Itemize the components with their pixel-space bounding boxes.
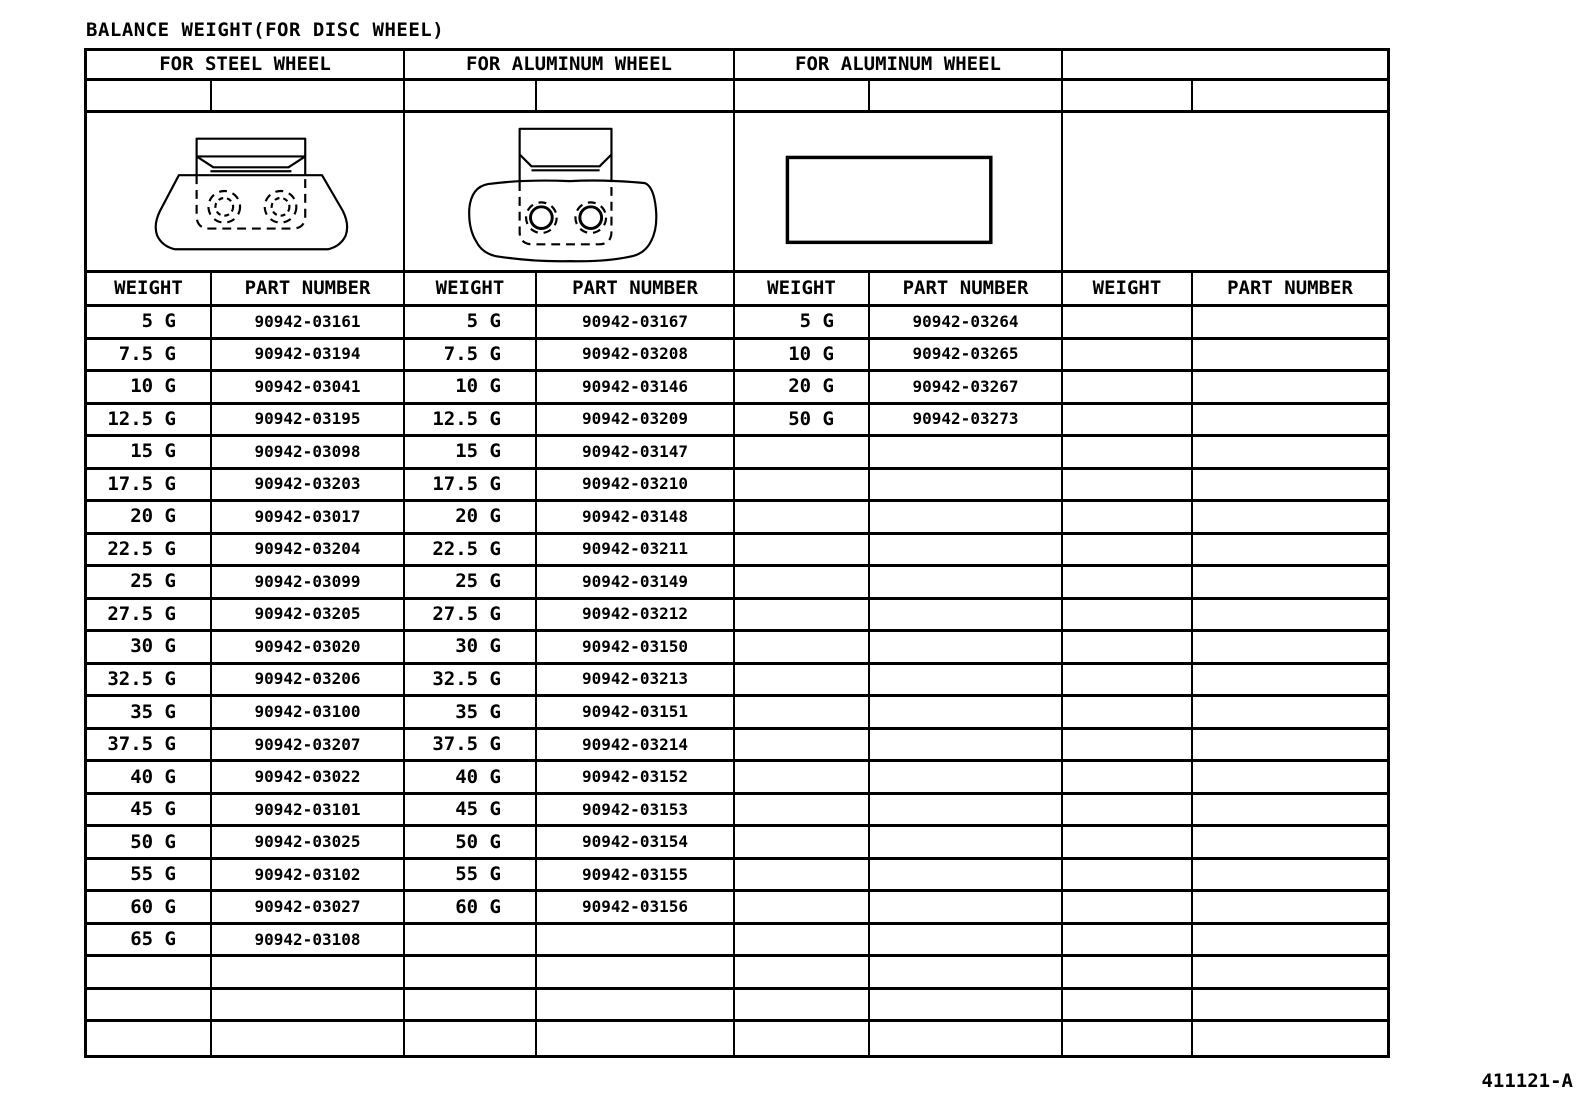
part-number-cell: 90942-03210 — [537, 470, 735, 503]
weight-cell: 17.5 G — [87, 470, 212, 503]
weight-cell — [735, 860, 870, 893]
part-number-cell — [1193, 372, 1387, 405]
part-number-cell: 90942-03211 — [537, 535, 735, 568]
part-number-cell — [1193, 762, 1387, 795]
weight-cell — [735, 535, 870, 568]
section-title — [1063, 51, 1387, 81]
spacer-cell — [1193, 81, 1387, 113]
weight-column-header: WEIGHT — [1063, 273, 1193, 307]
part-number-cell — [1193, 437, 1387, 470]
part-number-cell — [1193, 827, 1387, 860]
page-title: BALANCE WEIGHT(FOR DISC WHEEL) — [86, 19, 445, 41]
weight-cell — [735, 665, 870, 698]
weight-cell: 20 G — [87, 502, 212, 535]
weight-cell — [87, 990, 212, 1023]
part-number-cell — [1193, 697, 1387, 730]
part-number-cell — [1193, 567, 1387, 600]
weight-cell: 20 G — [405, 502, 537, 535]
weight-cell: 5 G — [87, 307, 212, 340]
part-number-cell — [870, 437, 1063, 470]
part-number-cell — [870, 535, 1063, 568]
weight-cell: 15 G — [87, 437, 212, 470]
weight-cell: 15 G — [405, 437, 537, 470]
part-number-cell — [537, 957, 735, 990]
part-number-cell: 90942-03194 — [212, 340, 405, 373]
part-number-cell — [1193, 730, 1387, 763]
weight-cell — [1063, 892, 1193, 925]
weight-cell — [87, 957, 212, 990]
weight-cell — [735, 1022, 870, 1055]
part-number-cell: 90942-03154 — [537, 827, 735, 860]
weight-cell: 40 G — [405, 762, 537, 795]
weight-cell — [1063, 860, 1193, 893]
part-number-cell: 90942-03102 — [212, 860, 405, 893]
weight-column-header: WEIGHT — [87, 273, 212, 307]
weight-cell: 45 G — [87, 795, 212, 828]
weight-column-header: WEIGHT — [405, 273, 537, 307]
part-number-cell — [1193, 990, 1387, 1023]
weight-cell — [405, 1022, 537, 1055]
weight-cell — [1063, 600, 1193, 633]
balance-weight-table — [84, 48, 1390, 1058]
part-number-cell — [1193, 535, 1387, 568]
part-number-column-header: PART NUMBER — [1193, 273, 1387, 307]
weight-cell: 17.5 G — [405, 470, 537, 503]
drawing-number: 411121-A — [1481, 1070, 1573, 1092]
illustration-cell — [1063, 113, 1387, 273]
weight-cell: 22.5 G — [87, 535, 212, 568]
part-number-cell: 90942-03203 — [212, 470, 405, 503]
part-number-column-header: PART NUMBER — [537, 273, 735, 307]
weight-cell: 65 G — [87, 925, 212, 958]
part-number-cell — [1193, 632, 1387, 665]
aluminum-clip-on-balance-weight-icon — [406, 114, 733, 270]
weight-cell: 27.5 G — [87, 600, 212, 633]
part-number-cell: 90942-03206 — [212, 665, 405, 698]
weight-cell — [735, 762, 870, 795]
weight-cell: 30 G — [87, 632, 212, 665]
part-number-cell: 90942-03213 — [537, 665, 735, 698]
weight-cell — [1063, 502, 1193, 535]
weight-column-header: WEIGHT — [735, 273, 870, 307]
part-number-cell: 90942-03204 — [212, 535, 405, 568]
part-number-cell — [1193, 860, 1387, 893]
weight-cell: 12.5 G — [87, 405, 212, 438]
weight-cell: 37.5 G — [87, 730, 212, 763]
part-number-cell: 90942-03041 — [212, 372, 405, 405]
part-number-cell — [1193, 957, 1387, 990]
part-number-cell: 90942-03214 — [537, 730, 735, 763]
weight-cell: 10 G — [735, 340, 870, 373]
part-number-cell: 90942-03209 — [537, 405, 735, 438]
part-number-cell: 90942-03153 — [537, 795, 735, 828]
weight-cell: 50 G — [87, 827, 212, 860]
weight-cell — [1063, 405, 1193, 438]
weight-cell: 12.5 G — [405, 405, 537, 438]
weight-cell — [1063, 470, 1193, 503]
weight-cell — [1063, 697, 1193, 730]
weight-cell — [1063, 957, 1193, 990]
section-title: FOR ALUMINUM WHEEL — [735, 51, 1063, 81]
part-number-cell — [870, 860, 1063, 893]
weight-cell — [1063, 437, 1193, 470]
part-number-cell: 90942-03025 — [212, 827, 405, 860]
weight-cell — [1063, 567, 1193, 600]
part-number-cell: 90942-03150 — [537, 632, 735, 665]
spacer-cell — [537, 81, 735, 113]
weight-cell: 60 G — [87, 892, 212, 925]
part-number-cell — [212, 990, 405, 1023]
weight-cell — [405, 925, 537, 958]
part-number-cell: 90942-03205 — [212, 600, 405, 633]
spacer-cell — [735, 81, 870, 113]
weight-cell — [1063, 665, 1193, 698]
part-number-cell: 90942-03098 — [212, 437, 405, 470]
part-number-cell: 90942-03151 — [537, 697, 735, 730]
weight-cell — [735, 827, 870, 860]
weight-cell — [1063, 925, 1193, 958]
weight-cell — [1063, 730, 1193, 763]
part-number-cell: 90942-03017 — [212, 502, 405, 535]
part-number-cell — [1193, 925, 1387, 958]
part-number-cell — [1193, 795, 1387, 828]
part-number-cell: 90942-03020 — [212, 632, 405, 665]
weight-cell — [735, 470, 870, 503]
part-number-cell — [870, 762, 1063, 795]
weight-cell: 30 G — [405, 632, 537, 665]
part-number-cell: 90942-03161 — [212, 307, 405, 340]
part-number-cell — [1193, 340, 1387, 373]
part-number-cell — [1193, 405, 1387, 438]
part-number-cell: 90942-03156 — [537, 892, 735, 925]
part-number-cell: 90942-03146 — [537, 372, 735, 405]
part-number-cell: 90942-03212 — [537, 600, 735, 633]
illustration-cell — [87, 113, 405, 273]
weight-cell: 32.5 G — [405, 665, 537, 698]
part-number-cell: 90942-03273 — [870, 405, 1063, 438]
part-number-column-header: PART NUMBER — [870, 273, 1063, 307]
weight-cell: 20 G — [735, 372, 870, 405]
weight-cell: 50 G — [735, 405, 870, 438]
part-number-cell — [1193, 600, 1387, 633]
weight-cell — [735, 925, 870, 958]
part-number-cell — [1193, 665, 1387, 698]
part-number-cell: 90942-03022 — [212, 762, 405, 795]
part-number-column-header: PART NUMBER — [212, 273, 405, 307]
part-number-cell — [870, 632, 1063, 665]
part-number-cell: 90942-03155 — [537, 860, 735, 893]
weight-cell: 40 G — [87, 762, 212, 795]
part-number-cell — [870, 730, 1063, 763]
weight-cell: 7.5 G — [87, 340, 212, 373]
weight-cell — [735, 892, 870, 925]
weight-cell — [1063, 827, 1193, 860]
part-number-cell — [870, 665, 1063, 698]
part-number-cell — [870, 795, 1063, 828]
section-title: FOR STEEL WHEEL — [87, 51, 405, 81]
weight-cell: 25 G — [87, 567, 212, 600]
part-number-cell — [212, 957, 405, 990]
part-number-cell — [212, 1022, 405, 1055]
part-number-cell — [870, 502, 1063, 535]
part-number-cell — [1193, 892, 1387, 925]
part-number-cell — [870, 892, 1063, 925]
steel-clip-on-balance-weight-icon — [87, 114, 403, 270]
weight-cell — [735, 697, 870, 730]
weight-cell — [735, 795, 870, 828]
part-number-cell: 90942-03264 — [870, 307, 1063, 340]
weight-cell — [1063, 307, 1193, 340]
weight-cell: 10 G — [87, 372, 212, 405]
part-number-cell: 90942-03167 — [537, 307, 735, 340]
weight-cell — [1063, 762, 1193, 795]
weight-cell: 50 G — [405, 827, 537, 860]
weight-cell — [735, 567, 870, 600]
weight-cell: 37.5 G — [405, 730, 537, 763]
part-number-cell: 90942-03147 — [537, 437, 735, 470]
part-number-cell — [537, 1022, 735, 1055]
part-number-cell: 90942-03267 — [870, 372, 1063, 405]
part-number-cell — [870, 925, 1063, 958]
weight-cell: 55 G — [405, 860, 537, 893]
part-number-cell — [870, 697, 1063, 730]
part-number-cell: 90942-03027 — [212, 892, 405, 925]
part-number-cell: 90942-03148 — [537, 502, 735, 535]
part-number-cell — [1193, 502, 1387, 535]
weight-cell — [735, 957, 870, 990]
illustration-cell — [405, 113, 735, 273]
part-number-cell — [1193, 470, 1387, 503]
spacer-cell — [405, 81, 537, 113]
weight-cell: 35 G — [405, 697, 537, 730]
part-number-cell: 90942-03208 — [537, 340, 735, 373]
weight-cell — [1063, 632, 1193, 665]
weight-cell — [735, 990, 870, 1023]
part-number-cell — [1193, 307, 1387, 340]
part-number-cell: 90942-03207 — [212, 730, 405, 763]
weight-cell — [87, 1022, 212, 1055]
part-number-cell — [870, 600, 1063, 633]
weight-cell — [735, 437, 870, 470]
part-number-cell: 90942-03108 — [212, 925, 405, 958]
spacer-cell — [1063, 81, 1193, 113]
weight-cell: 5 G — [735, 307, 870, 340]
weight-cell: 35 G — [87, 697, 212, 730]
part-number-cell — [870, 567, 1063, 600]
weight-cell — [1063, 990, 1193, 1023]
weight-cell — [735, 632, 870, 665]
part-number-cell: 90942-03195 — [212, 405, 405, 438]
weight-cell: 32.5 G — [87, 665, 212, 698]
weight-cell: 22.5 G — [405, 535, 537, 568]
weight-cell: 60 G — [405, 892, 537, 925]
part-number-cell — [870, 470, 1063, 503]
part-number-cell — [537, 990, 735, 1023]
spacer-cell — [870, 81, 1063, 113]
part-number-cell: 90942-03100 — [212, 697, 405, 730]
weight-cell: 55 G — [87, 860, 212, 893]
spacer-cell — [87, 81, 212, 113]
part-number-cell — [870, 990, 1063, 1023]
part-number-cell: 90942-03149 — [537, 567, 735, 600]
part-number-cell — [870, 827, 1063, 860]
part-number-cell — [537, 925, 735, 958]
part-number-cell: 90942-03152 — [537, 762, 735, 795]
part-number-cell — [870, 1022, 1063, 1055]
part-number-cell: 90942-03265 — [870, 340, 1063, 373]
weight-cell: 27.5 G — [405, 600, 537, 633]
weight-cell: 5 G — [405, 307, 537, 340]
part-number-cell — [1193, 1022, 1387, 1055]
spacer-cell — [212, 81, 405, 113]
weight-cell — [1063, 795, 1193, 828]
weight-cell — [735, 502, 870, 535]
weight-cell: 10 G — [405, 372, 537, 405]
part-number-cell: 90942-03099 — [212, 567, 405, 600]
weight-cell: 7.5 G — [405, 340, 537, 373]
weight-cell — [1063, 535, 1193, 568]
weight-cell: 25 G — [405, 567, 537, 600]
weight-cell — [1063, 372, 1193, 405]
weight-cell: 45 G — [405, 795, 537, 828]
illustration-cell — [735, 113, 1063, 273]
weight-cell — [735, 600, 870, 633]
section-title: FOR ALUMINUM WHEEL — [405, 51, 735, 81]
part-number-cell: 90942-03101 — [212, 795, 405, 828]
weight-cell — [735, 730, 870, 763]
weight-cell — [405, 990, 537, 1023]
weight-cell — [405, 957, 537, 990]
part-number-cell — [870, 957, 1063, 990]
adhesive-balance-weight-icon — [736, 114, 1060, 270]
weight-cell — [1063, 1022, 1193, 1055]
weight-cell — [1063, 340, 1193, 373]
